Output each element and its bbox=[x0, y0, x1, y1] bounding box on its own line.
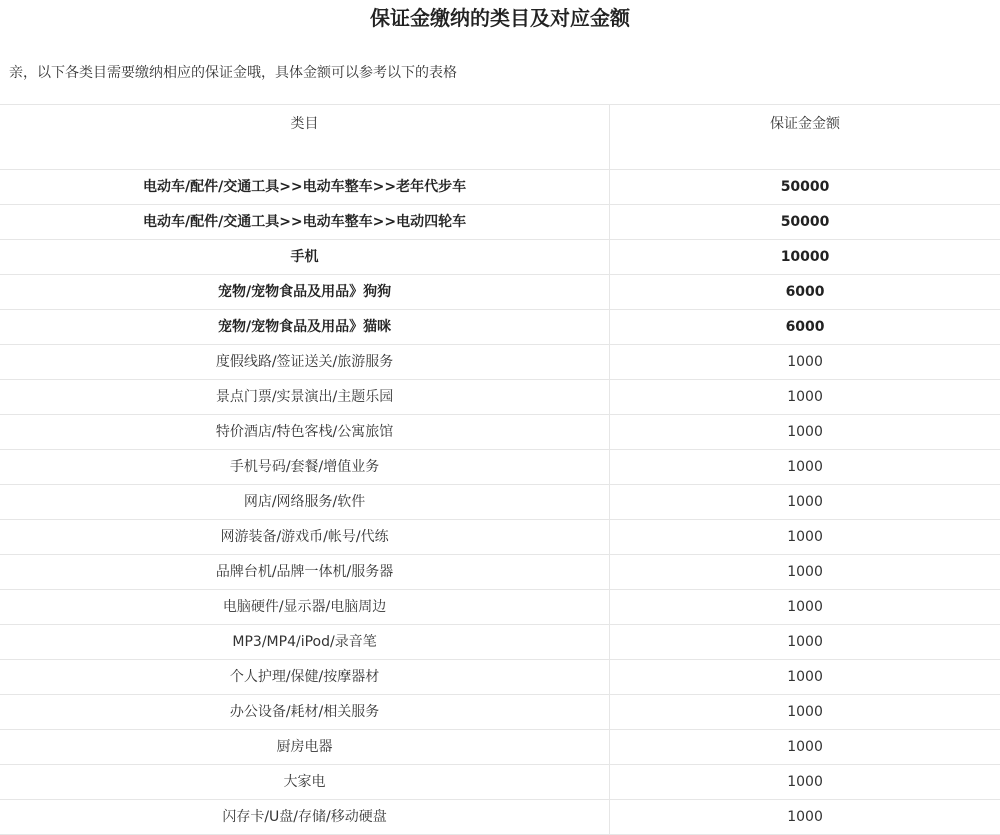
category-cell: 网店/网络服务/软件 bbox=[0, 485, 610, 520]
category-cell: 品牌台机/品牌一体机/服务器 bbox=[0, 555, 610, 590]
table-row bbox=[0, 205, 1000, 240]
category-cell: 厨房电器 bbox=[0, 730, 610, 765]
amount-cell: 1000 bbox=[610, 590, 1000, 625]
table-row bbox=[0, 240, 1000, 275]
amount-cell: 1000 bbox=[610, 765, 1000, 800]
amount-cell: 1000 bbox=[610, 415, 1000, 450]
category-cell: 电动车/配件/交通工具>>电动车整车>>电动四轮车 bbox=[0, 205, 610, 240]
category-cell: 特价酒店/特色客栈/公寓旅馆 bbox=[0, 415, 610, 450]
amount-cell: 1000 bbox=[610, 380, 1000, 415]
category-cell: 景点门票/实景演出/主题乐园 bbox=[0, 380, 610, 415]
category-cell: 闪存卡/U盘/存储/移动硬盘 bbox=[0, 800, 610, 835]
category-cell: MP3/MP4/iPod/录音笔 bbox=[0, 625, 610, 660]
amount-cell: 1000 bbox=[610, 800, 1000, 835]
table-row bbox=[0, 660, 1000, 695]
table-row bbox=[0, 485, 1000, 520]
table-row bbox=[0, 555, 1000, 590]
table-row bbox=[0, 590, 1000, 625]
category-cell: 手机 bbox=[0, 240, 610, 275]
category-cell: 手机号码/套餐/增值业务 bbox=[0, 450, 610, 485]
amount-cell: 1000 bbox=[610, 625, 1000, 660]
page-title: 保证金缴纳的类目及对应金额 bbox=[370, 6, 630, 30]
category-cell: 宠物/宠物食品及用品》猫咪 bbox=[0, 310, 610, 345]
deposit-table bbox=[0, 104, 1000, 835]
table-row bbox=[0, 310, 1000, 345]
amount-cell: 50000 bbox=[610, 205, 1000, 240]
table-row bbox=[0, 730, 1000, 765]
table-row bbox=[0, 520, 1000, 555]
amount-cell: 6000 bbox=[610, 310, 1000, 345]
table-header-row bbox=[0, 105, 1000, 170]
amount-cell: 1000 bbox=[610, 695, 1000, 730]
table-row bbox=[0, 170, 1000, 205]
category-cell: 电脑硬件/显示器/电脑周边 bbox=[0, 590, 610, 625]
amount-cell: 1000 bbox=[610, 730, 1000, 765]
category-cell: 电动车/配件/交通工具>>电动车整车>>老年代步车 bbox=[0, 170, 610, 205]
table-row bbox=[0, 450, 1000, 485]
table-row bbox=[0, 800, 1000, 835]
table-body bbox=[0, 105, 1000, 835]
amount-cell: 1000 bbox=[610, 450, 1000, 485]
amount-cell: 1000 bbox=[610, 555, 1000, 590]
amount-cell: 1000 bbox=[610, 660, 1000, 695]
table-row bbox=[0, 625, 1000, 660]
category-cell: 宠物/宠物食品及用品》狗狗 bbox=[0, 275, 610, 310]
table-row bbox=[0, 695, 1000, 730]
table-row bbox=[0, 380, 1000, 415]
category-cell: 个人护理/保健/按摩器材 bbox=[0, 660, 610, 695]
table-row bbox=[0, 275, 1000, 310]
amount-cell: 6000 bbox=[610, 275, 1000, 310]
table-row bbox=[0, 415, 1000, 450]
category-cell: 大家电 bbox=[0, 765, 610, 800]
category-cell: 网游装备/游戏币/帐号/代练 bbox=[0, 520, 610, 555]
intro-text: 亲，以下各类目需要缴纳相应的保证金哦，具体金额可以参考以下的表格 bbox=[9, 65, 457, 81]
table-row bbox=[0, 345, 1000, 380]
table-row bbox=[0, 765, 1000, 800]
amount-cell: 50000 bbox=[610, 170, 1000, 205]
amount-cell: 10000 bbox=[610, 240, 1000, 275]
amount-cell: 1000 bbox=[610, 520, 1000, 555]
header-category: 类目 bbox=[0, 105, 610, 170]
amount-cell: 1000 bbox=[610, 345, 1000, 380]
category-cell: 度假线路/签证送关/旅游服务 bbox=[0, 345, 610, 380]
category-cell: 办公设备/耗材/相关服务 bbox=[0, 695, 610, 730]
header-amount: 保证金金额 bbox=[610, 105, 1000, 170]
amount-cell: 1000 bbox=[610, 485, 1000, 520]
